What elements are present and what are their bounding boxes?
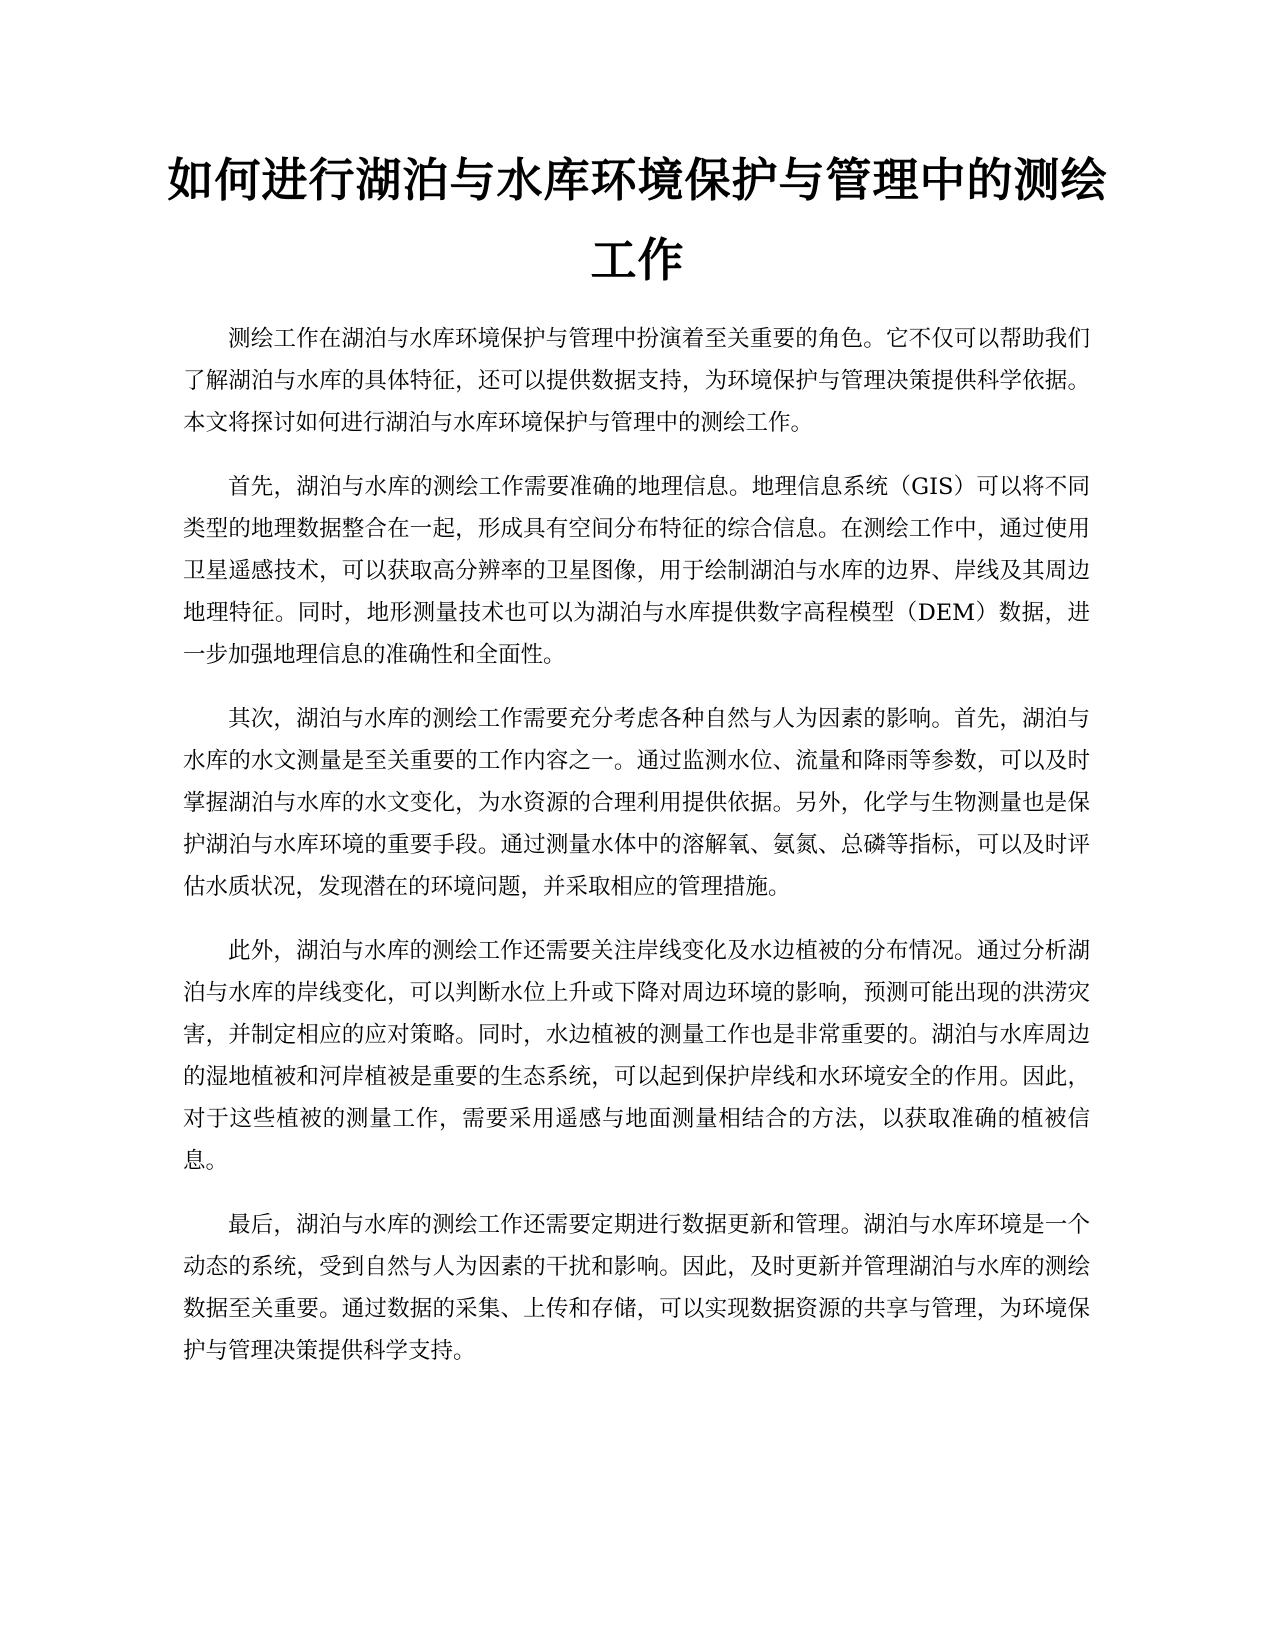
paragraph-intro: 测绘工作在湖泊与水库环境保护与管理中扮演着至关重要的角色。它不仅可以帮助我们了解湖泊与水库的具体特征，还可以提供数据支持，为环境保护与管理决策提供科学依据。本文将探讨如何进行湖泊与水库环境保护与管理中的测绘工作。 [183, 326, 1090, 436]
paragraph-data-management: 最后，湖泊与水库的测绘工作还需要定期进行数据更新和管理。湖泊与水库环境是一个动态的系统，受到自然与人为因素的干扰和影响。因此，及时更新并管理湖泊与水库的测绘数据至关重要。通过数据的采集、上传和存储，可以实现数据资源的共享与管理，为环境保护与管理决策提供科学支持。 [183, 1212, 1090, 1364]
document-title: 如何进行湖泊与水库环境保护与管理中的测绘工作 [167, 153, 1108, 287]
paragraph-shoreline-vegetation: 此外，湖泊与水库的测绘工作还需要关注岸线变化及水边植被的分布情况。通过分析湖泊与水库的岸线变化，可以判断水位上升或下降对周边环境的影响，预测可能出现的洪涝灾害，并制定相应的应对策略。同时，水边植被的测量工作也是非常重要的。湖泊与水库周边的湿地植被和河岸植被是重要的生态系统，可以起到保护岸线和水环境安全的作用。因此，对于这些植被的测量工作，需要采用遥感与地面测量相结合的方法，以获取准确的植被信息。 [183, 938, 1090, 1174]
paragraph-natural-human-factors: 其次，湖泊与水库的测绘工作需要充分考虑各种自然与人为因素的影响。首先，湖泊与水库的水文测量是至关重要的工作内容之一。通过监测水位、流量和降雨等参数，可以及时掌握湖泊与水库的水文变化，为水资源的合理利用提供依据。另外，化学与生物测量也是保护湖泊与水库环境的重要手段。通过测量水体中的溶解氧、氨氮、总磷等指标，可以及时评估水质状况，发现潜在的环境问题，并采取相应的管理措施。 [183, 706, 1090, 900]
document-body [183, 318, 1090, 1394]
paragraph-geographic-info: 首先，湖泊与水库的测绘工作需要准确的地理信息。地理信息系统（GIS）可以将不同类型的地理数据整合在一起，形成具有空间分布特征的综合信息。在测绘工作中，通过使用卫星遥感技术，可以获取高分辨率的卫星图像，用于绘制湖泊与水库的边界、岸线及其周边地理特征。同时，地形测量技术也可以为湖泊与水库提供数字高程模型（DEM）数据，进一步加强地理信息的准确性和全面性。 [183, 474, 1090, 668]
